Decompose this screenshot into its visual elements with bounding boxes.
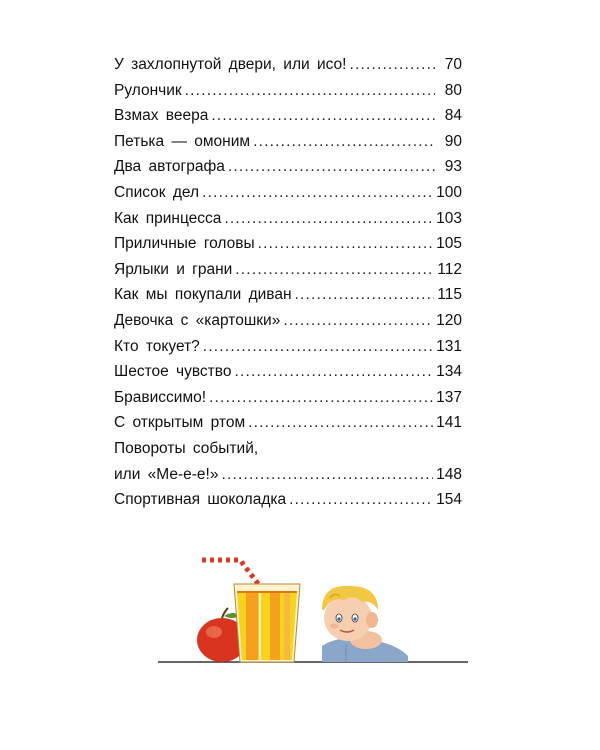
toc-leader-dots: [295, 282, 435, 308]
toc-entry-page: 112: [437, 260, 462, 278]
toc-entry-title-line2: или «Ме-е-е!»: [114, 465, 219, 483]
toc-leader-dots: [209, 385, 433, 411]
toc-entry[interactable]: [114, 78, 462, 104]
toc-entry-title: Шестое чувство: [114, 363, 232, 381]
toc-entry[interactable]: [114, 257, 462, 283]
juice-glass-icon: [234, 584, 300, 662]
toc-entry-title: Взмах веера: [114, 107, 209, 125]
toc-entry[interactable]: [114, 282, 462, 308]
illustration-svg: [150, 548, 480, 678]
toc-entry-title: Спортивная шоколадка: [114, 491, 287, 509]
toc-entry[interactable]: [114, 436, 462, 487]
toc-leader-dots: [211, 103, 435, 129]
toc-entry-page: 70: [444, 56, 462, 73]
toc-entry-title: Рулончик: [114, 81, 182, 99]
toc-entry-page: 105: [436, 235, 462, 253]
toc-leader-dots: [221, 462, 433, 488]
toc-entry-page: 137: [436, 388, 462, 406]
toc-leader-dots: [224, 206, 433, 232]
toc-leader-dots: [258, 231, 433, 257]
toc-leader-dots: [234, 359, 433, 385]
toc-entry-page: 154: [436, 491, 462, 509]
toc-entry-page: 120: [436, 311, 462, 329]
toc-entry-block: [114, 436, 462, 487]
toc-entry-line2: [114, 462, 462, 488]
toc-entry-page: 100: [436, 183, 462, 201]
toc-entry[interactable]: [114, 180, 462, 206]
toc-leader-dots: [349, 52, 435, 78]
illustration-boy-with-juice: [150, 548, 480, 678]
toc-entry[interactable]: [114, 487, 462, 513]
toc-entry-page: 90: [444, 132, 462, 150]
toc-entry-title: Список дел: [114, 183, 200, 201]
toc-entry[interactable]: [114, 231, 462, 257]
toc-entry-page: 134: [436, 363, 462, 381]
toc-leader-dots: [248, 410, 433, 436]
toc-entry-title: Петька — омоним: [114, 132, 251, 150]
toc-leader-dots: [253, 129, 435, 155]
toc-entry-page: 93: [444, 158, 462, 176]
toc-leader-dots: [283, 308, 433, 334]
toc-entry-page: 148: [436, 465, 462, 483]
toc-entry[interactable]: [114, 154, 462, 180]
toc-entry-title: Как принцесса: [114, 209, 222, 227]
toc-entry[interactable]: [114, 52, 462, 78]
toc-leader-dots: [228, 154, 435, 180]
toc-entry[interactable]: [114, 410, 462, 436]
toc-entry-title: Как мы покупали диван: [114, 286, 292, 304]
toc-entry-page: 80: [444, 81, 462, 99]
toc-leader-dots: [202, 180, 433, 206]
toc-entry-title-line1: Повороты событий,: [114, 439, 259, 457]
toc-entry-title: Ярлыки и грани: [114, 260, 233, 278]
toc-entry[interactable]: [114, 359, 462, 385]
toc-leader-dots: [289, 487, 433, 513]
toc-entry-page: 131: [436, 337, 462, 355]
toc-entry-title: Девочка с «картошки»: [114, 311, 281, 329]
toc-entry-title: Два автографа: [114, 158, 225, 176]
toc-entry-page: 115: [437, 286, 462, 304]
toc-entry-title: Кто токует?: [114, 337, 200, 355]
table-of-contents: [114, 52, 462, 513]
toc-entry-page: 84: [444, 107, 462, 125]
toc-entry-title: Приличные головы: [114, 235, 255, 253]
toc-leader-dots: [185, 78, 435, 104]
toc-leader-dots: [235, 257, 434, 283]
toc-entry[interactable]: [114, 334, 462, 360]
toc-entry-title: Брависсимо!: [114, 388, 207, 406]
boy-icon: [322, 586, 408, 662]
toc-entry-page: 141: [436, 414, 462, 432]
toc-entry[interactable]: [114, 103, 462, 129]
toc-entry-page: 103: [436, 209, 462, 227]
toc-entry[interactable]: [114, 129, 462, 155]
toc-entry[interactable]: [114, 308, 462, 334]
toc-entry-title: У захлопнутой двери, или исо!: [114, 56, 347, 73]
toc-entry-title: С открытым ртом: [114, 414, 246, 432]
toc-entry[interactable]: [114, 206, 462, 232]
toc-entry[interactable]: [114, 385, 462, 411]
toc-leader-dots: [203, 334, 433, 360]
